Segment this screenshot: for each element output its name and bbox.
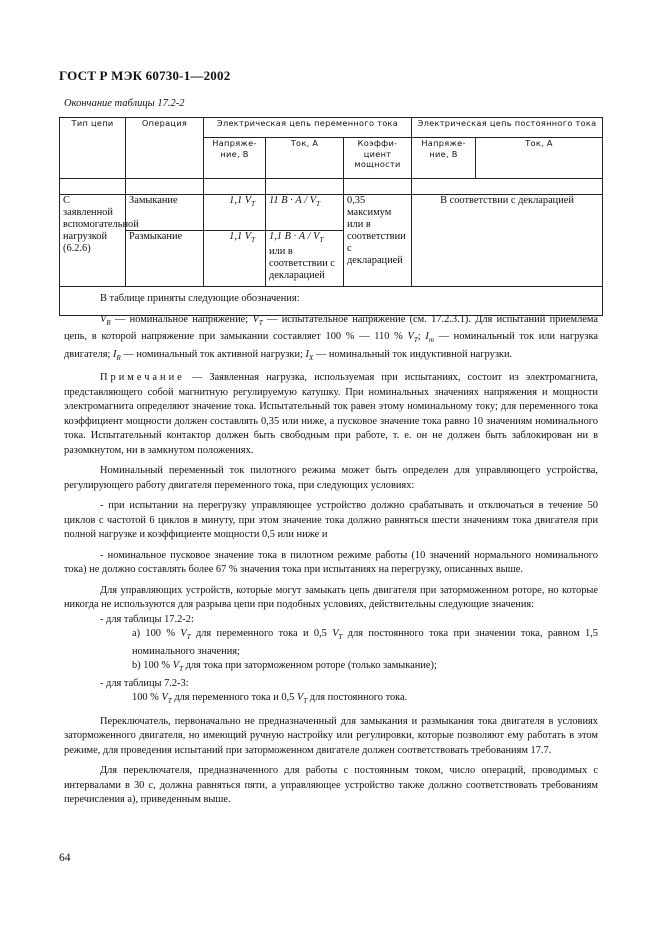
notation-intro: В таблице приняты следующие обозначения: bbox=[100, 293, 300, 304]
item-a: а) 100 % $V_T$ для переменного тока и 0,5 $V_T$ для постоянного тока при значении тока, равном 1,5 номинального значения; bbox=[132, 628, 599, 657]
list-item-overload: - при испытании на перегрузку управляющее устройство должно срабатывать и отключаться в течение 50 циклов с частотой 6 циклов в минуту, при этом значение тока должно равняться шести значениям тока двигателя при полной нагрузке и коэффициенте мощности 0,5 или ниже и bbox=[64, 500, 598, 541]
item-b: b) 100 % $V_T$ для тока при заторможенном роторе (только замыкание); bbox=[132, 660, 437, 674]
header-operation: Операция bbox=[126, 118, 204, 179]
page-number: 64 bbox=[59, 852, 71, 864]
header-ac-voltage: Напряже-ние, В bbox=[204, 138, 266, 179]
header-ac-power-factor: Коэффи-циент мощности bbox=[344, 138, 412, 179]
cell-ac-current-open: 1,1 $В \cdot А / V_T$ или в соответствии с декларацией bbox=[266, 231, 344, 287]
cell-dc-values: В соответствии с декларацией bbox=[412, 195, 603, 287]
list-item-inrush: - номинальное пусковое значение тока в пилотном режиме работы (10 значений нормального номинального тока) не должно составлять более 67 % значения тока при испытаниях на перегрузку, описанных выше. bbox=[64, 549, 598, 576]
for-table-17-2-2: - для таблицы 17.2-2: bbox=[100, 613, 194, 625]
header-dc-current: Ток, А bbox=[476, 138, 603, 179]
cell-operation-close: Замыкание bbox=[126, 195, 204, 231]
header-circuit-type: Тип цепи bbox=[60, 118, 126, 179]
header-ac-current: Ток, А bbox=[266, 138, 344, 179]
table-caption: Окончание таблицы 17.2-2 bbox=[64, 98, 185, 109]
standard-title: ГОСТ Р МЭК 60730-1—2002 bbox=[59, 68, 231, 83]
paragraph-dc-switch: Для переключателя, предназначенного для работы с постоянным током, число операций, проводимых с интервалами в 30 с, должна равняться пяти, а управляющее устройство также должно соответствовать требованиям перечисления а), приведенным выше. bbox=[64, 765, 598, 806]
cell-ac-current-close: 11 $В \cdot А / V_T$ bbox=[266, 195, 344, 231]
header-dc-group: Электрическая цепь постоянного тока bbox=[412, 118, 603, 138]
paragraph-locked-rotor: Для управляющих устройств, которые могут замыкать цепь двигателя при заторможенном роторе, но которые никогда не используются для разрыва цепи при подобных условиях, действительны следующие значения: bbox=[64, 584, 598, 611]
item-c: 100 % $V_T$ для переменного тока и 0,5 $V_T$ для постоянного тока. bbox=[132, 692, 408, 706]
header-ac-group: Электрическая цепь переменного тока bbox=[204, 118, 412, 138]
cell-circuit-type: С заявленной вспомогательной нагрузкой (6.2.6) bbox=[60, 195, 126, 287]
paragraph-switch: Переключатель, первоначально не предназначенный для замыкания и размыкания тока двигателя в условиях заторможенного двигателя, но имеющий ручную настройку или регулировки, которые позволяют ему работать в этом режиме, для проведения испытаний при заторможенном двигателе должен соответствовать требованиям 17.7. bbox=[64, 715, 598, 756]
table-notes bbox=[64, 292, 598, 814]
note-label: Примечание bbox=[100, 372, 185, 384]
header-dc-voltage: Напряже-ние, В bbox=[412, 138, 476, 179]
cell-ac-voltage-close: 1,1 $V_T$ bbox=[204, 195, 266, 231]
notation-definitions: $V_R$ — номинальное напряжение; $V_T$ — испытательное напряжение (см. 17.2.3.1). Для испытаний приемлема цепь, в которой напряжение при замыкании составляет 100 % — 110 % $V_T$; $I_m$ — номинальный ток или нагрузка двигателя; $I_R$ — номинальный ток активной нагрузки; $I_X$ — номинальный ток индуктивной нагрузки. bbox=[64, 313, 599, 362]
table-17-2-2 bbox=[59, 117, 603, 316]
cell-power-factor: 0,35 максимум или в соответствии с декларацией bbox=[344, 195, 412, 287]
paragraph-pilot-duty: Номинальный переменный ток пилотного режима может быть определен для управляющего устройства, регулирующего работу двигателя переменного тока, при следующих условиях: bbox=[64, 465, 598, 491]
note-paragraph: Примечание — Заявленная нагрузка, используемая при испытаниях, состоит из электромагнита, представляющего собой магнитную регулируемую катушку. При номинальных значениях напряжения и мощности электромагнита определяют значение тока. Испытательный ток равен этому номинальному току; для переменного тока коэффициент мощности должен составлять 0,35 или ниже, а пусковое значение тока равно 10 значениям номинального тока. Испытательный контактор должен быть свободным при работе, т. е. он не должен быть заблокирован ни в разомкнутом, ни в замкнутом положениях. bbox=[64, 372, 598, 456]
cell-ac-voltage-open: 1,1 $V_T$ bbox=[204, 231, 266, 287]
for-table-7-2-3: - для таблицы 7.2-3: bbox=[100, 677, 189, 689]
cell-operation-open: Размыкание bbox=[126, 231, 204, 287]
